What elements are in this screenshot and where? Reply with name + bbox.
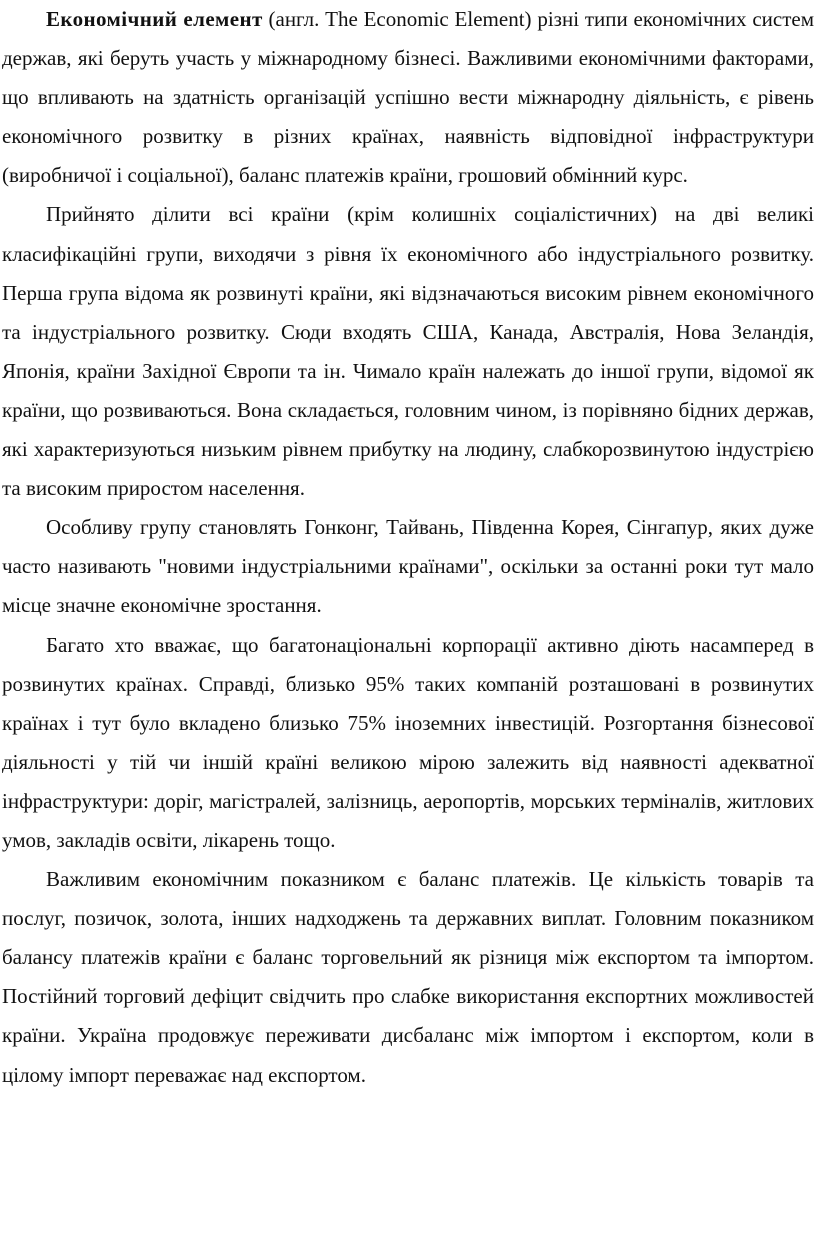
- paragraph-country-groups: Прийнято ділити всі країни (крім колишніх соціалістичних) на дві великі класифікаційні групи, виходячи з рівня їх економічного або індустріального розвитку. Перша група відома як розвинуті країни, які відзначаються високим рівнем економічного та індустріального розвитку. Сюди входять США, Канада, Австралія, Нова Зеландія, Японія, країни Західної Європи та ін. Чимало країн належать до іншої групи, відомої як країни, що розвиваються. Вона складається, головним чином, із порівняно бідних держав, які характеризуються низьким рівнем прибутку на людину, слабкорозвинутою індустрією та високим приростом населення.: [2, 202, 814, 501]
- paragraph-text: (англ. The Economic Element) різні типи економічних систем держав, які беруть участь у міжнародному бізнесі. Важливими економічними факторами, що впливають на здатність організацій успішно вести міжнародну діяльність, є рівень економічного розвитку в різних країнах, наявність відповідної інфраструктури (виробничої і соціальної), баланс платежів країни, грошовий обмінний курс.: [2, 7, 814, 188]
- paragraph-balance-of-payments: Важливим економічним показником є баланс платежів. Це кількість товарів та послуг, позичок, золота, інших надходжень та державних виплат. Головним показником балансу платежів країни є баланс торговельний як різниця між експортом та імпортом. Постійний торговий дефіцит свідчить про слабке використання експортних можливостей країни. Україна продовжує переживати дисбаланс між імпортом і експортом, коли в цілому імпорт переважає над експортом.: [2, 867, 814, 1087]
- paragraph-new-industrial-countries: Особливу групу становлять Гонконг, Тайвань, Південна Корея, Сінгапур, яких дуже часто називають "новими індустріальними країнами", оскільки за останні роки тут мало місце значне економічне зростання.: [2, 515, 814, 618]
- defined-term: Економічний елемент: [46, 7, 263, 31]
- paragraph-economic-element: [2, 0, 814, 195]
- paragraph-multinational-corporations: Багато хто вважає, що багатонаціональні корпорації активно діють насамперед в розвинутих країнах. Справді, близько 95% таких компаній розташовані в розвинутих країнах і тут було вкладено близько 75% іноземних інвестицій. Розгортання бізнесової діяльності у тій чи іншій країні великою мірою залежить від наявності адекватної інфраструктури: доріг, магістралей, залізниць, аеропортів, морських терміналів, житлових умов, закладів освіти, лікарень тощо.: [2, 632, 814, 852]
